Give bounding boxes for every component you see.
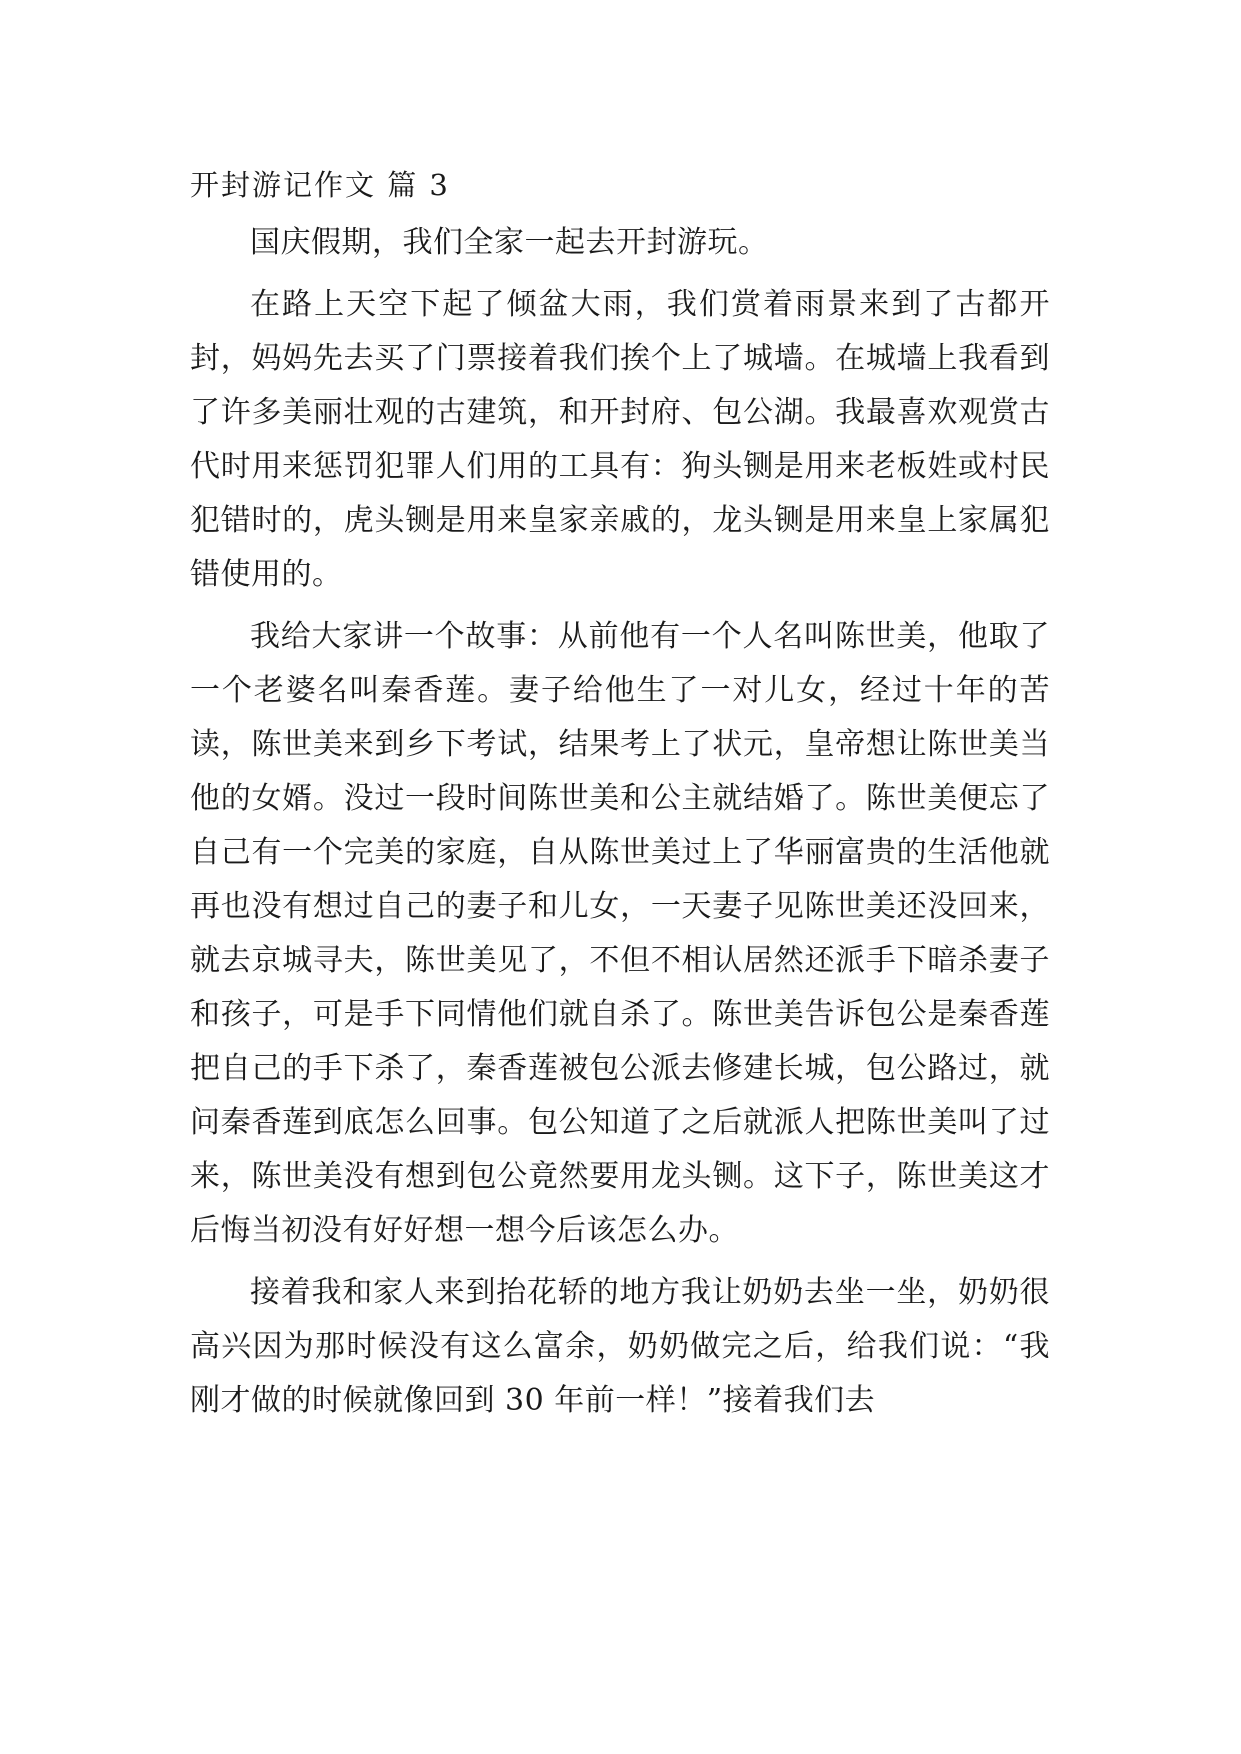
paragraph-3: 我给大家讲一个故事：从前他有一个人名叫陈世美，他取了一个老婆名叫秦香莲。妻子给他生了一对儿女，经过十年的苦读，陈世美来到乡下考试，结果考上了状元，皇帝想让陈世美当他的女婿。没过一段时间陈世美和公主就结婚了。陈世美便忘了自己有一个完美的家庭，自从陈世美过上了华丽富贵的生活他就再也没有想过自己的妻子和儿女，一天妻子见陈世美还没回来，就去京城寻夫，陈世美见了，不但不相认居然还派手下暗杀妻子和孩子，可是手下同情他们就自杀了。陈世美告诉包公是秦香莲把自己的手下杀了，秦香莲被包公派去修建长城，包公路过，就问秦香莲到底怎么回事。包公知道了之后就派人把陈世美叫了过来，陈世美没有想到包公竟然要用龙头铡。这下子，陈世美这才后悔当初没有好好想一想今后该怎么办。 [190, 619, 1050, 1248]
paragraph-1: 国庆假期，我们全家一起去开封游玩。 [250, 225, 769, 260]
document-page [190, 160, 1050, 1436]
paragraph-2: 在路上天空下起了倾盆大雨，我们赏着雨景来到了古都开封，妈妈先去买了门票接着我们挨个上了城墙。在城墙上我看到了许多美丽壮观的古建筑，和开封府、包公湖。我最喜欢观赏古代时用来惩罚犯罪人们用的工具有：狗头铡是用来老板姓或村民犯错时的，虎头铡是用来皇家亲戚的，龙头铡是用来皇上家属犯错使用的。 [190, 287, 1050, 592]
paragraph-4: 接着我和家人来到抬花轿的地方我让奶奶去坐一坐，奶奶很高兴因为那时候没有这么富余，奶奶做完之后，给我们说：“我刚才做的时候就像回到 30 年前一样！”接着我们去 [190, 1275, 1050, 1418]
document-title: 开封游记作文 篇 3 [190, 168, 450, 202]
